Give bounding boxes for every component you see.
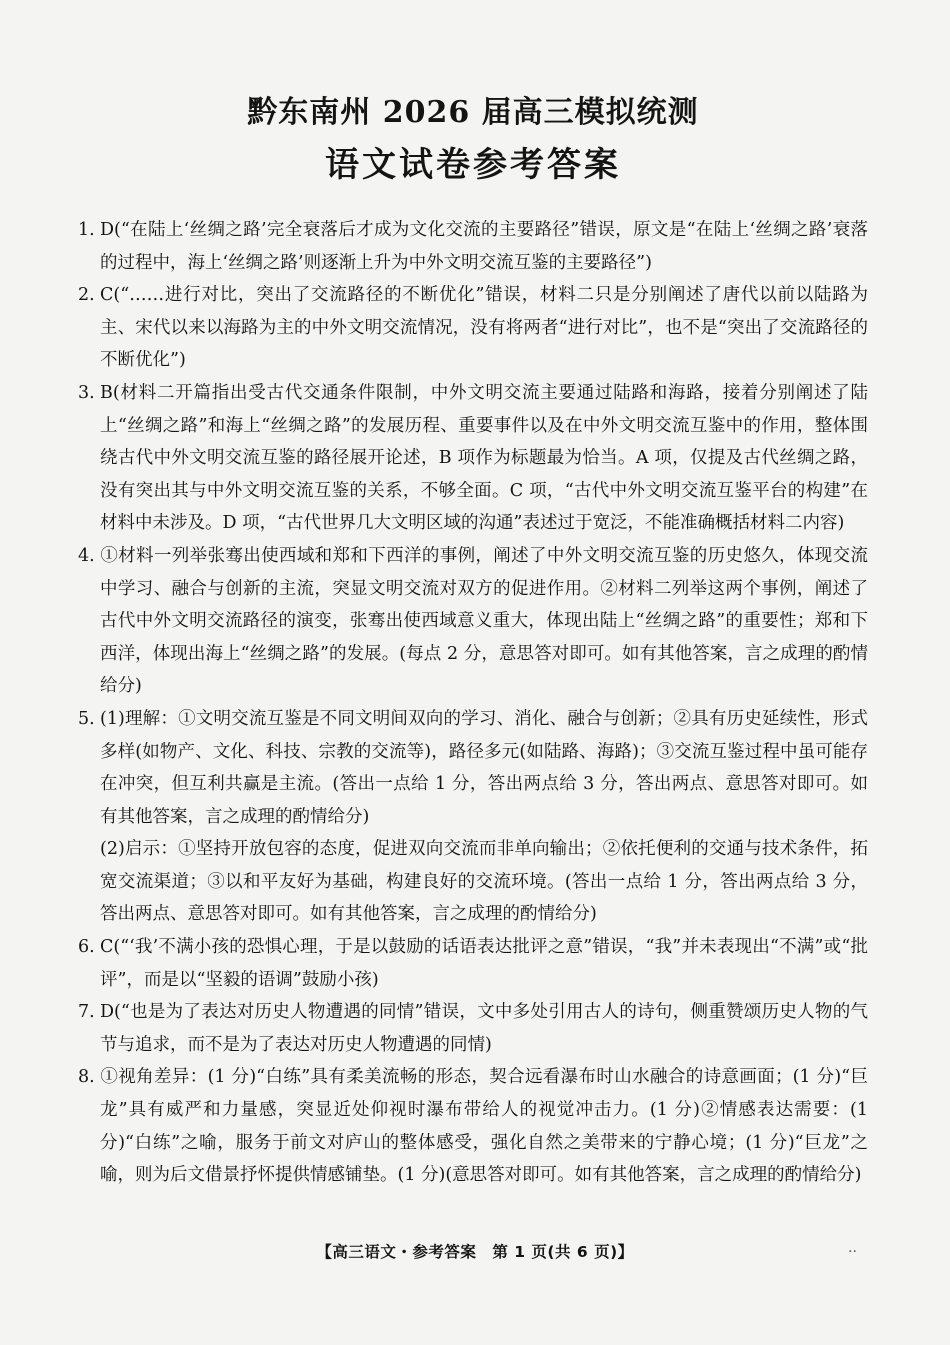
- answer-text: D(“也是为了表达对历史人物遭遇的同情”错误，文中多处引用古人的诗句，侧重赞颂历史人物的气节与追求，而不是为了表达对历史人物遭遇的同情): [100, 1002, 868, 1055]
- answer-number: 8.: [78, 1067, 95, 1088]
- document-title: 语文试卷参考答案: [325, 145, 621, 185]
- answer-text: (1)理解：①文明交流互鉴是不同文明间双向的学习、消化、融合与创新；②具有历史延续性，形式多样(如物产、文化、科技、宗教的交流等)，路径多元(如陆路、海路)；③交流互鉴过程中虽可能存在冲突，但互利共赢是主流。(答出一点给 1 分，答出两点给 3 分，答出两点、意思答对即可。如有其他答案，言之成理的酌情给分): [100, 708, 868, 827]
- answer-list: [78, 214, 868, 1192]
- answer-text: ①视角差异：(1 分)“白练”具有柔美流畅的形态，契合远看瀑布时山水融合的诗意画面；(1 分)“巨龙”具有威严和力量感，突显近处仰视时瀑布带给人的视觉冲击力。(1 分)②情感表达需要：(1 分)“白练”之喻，服务于前文对庐山的整体感受，强化自然之美带来的宁静心境；(1 分)“巨龙”之喻，则为后文借景抒怀提供情感铺垫。(1 分)(意思答对即可。如有其他答案，言之成理的酌情给分): [100, 1067, 868, 1186]
- answer-item-3: [78, 377, 868, 540]
- answer-item-5-part-2: (2)启示：①坚持开放包容的态度，促进双向交流而非单向输出；②依托便利的交通与技术条件，拓宽交流渠道；③以和平友好为基础，构建良好的交流环境。(答出一点给 1 分，答出两点给 3 分，答出两点、意思答对即可。如有其他答案，言之成理的酌情给分): [100, 839, 868, 925]
- scan-mark: ..: [848, 1240, 857, 1256]
- answer-number: 1.: [78, 220, 95, 240]
- answer-number: 4.: [78, 545, 95, 566]
- answer-item-6: [78, 931, 868, 996]
- answer-item-7: [78, 996, 868, 1061]
- answer-text: ①材料一列举张骞出使西域和郑和下西洋的事例，阐述了中外文明交流互鉴的历史悠久，体现交流中学习、融合与创新的主流，突显文明交流对双方的促进作用。②材料二列举这两个事例，阐述了古代中外文明交流路径的演变，张骞出使西域意义重大，体现出陆上“丝绸之路”的重要性；郑和下西洋，体现出海上“丝绸之路”的发展。(每点 2 分，意思答对即可。如有其他答案，言之成理的酌情给分): [100, 545, 868, 697]
- answer-text: B(材料二开篇指出受古代交通条件限制，中外文明交流主要通过陆路和海路，接着分别阐述了陆上“丝绸之路”和海上“丝绸之路”的发展历程、重要事件以及在中外文明交流互鉴中的作用，整体围绕古代中外文明交流互鉴的路径展开论述，B 项作为标题最为恰当。A 项，仅提及古代丝绸之路，没有突出其与中外文明交流互鉴的关系，不够全面。C 项，“古代中外文明交流互鉴平台的构建”在材料中未涉及。D 项，“古代世界几大文明区域的沟通”表述过于宽泛，不能准确概括材料二内容): [100, 382, 868, 534]
- answer-number: 6.: [78, 937, 95, 958]
- answer-item-1: [78, 214, 868, 279]
- answer-text: D(“在陆上‘丝绸之路’完全衰落后才成为文化交流的主要路径”错误，原文是“在陆上‘丝绸之路’衰落的过程中，海上‘丝绸之路’则逐渐上升为中外文明交流互鉴的主要路径”): [100, 220, 868, 273]
- answer-number: 2.: [78, 285, 95, 306]
- answer-text: C(“……进行对比，突出了交流路径的不断优化”错误，材料二只是分别阐述了唐代以前以陆路为主、宋代以来以海路为主的中外文明交流情况，没有将两者“进行对比”，也不是“突出了交流路径的不断优化”): [100, 285, 868, 371]
- answer-item-5: [78, 703, 868, 833]
- answer-number: 5.: [78, 708, 95, 729]
- answer-text: C(“‘我’不满小孩的恐惧心理，于是以鼓励的话语表达批评之意”错误，“我”并未表现出“不满”或“批评”，而是以“坚毅的语调”鼓励小孩): [100, 937, 868, 990]
- answer-number: 3.: [78, 382, 95, 403]
- answer-item-2: [78, 279, 868, 377]
- answer-item-8: [78, 1061, 868, 1191]
- answer-item-4: [78, 540, 868, 703]
- answer-number: 7.: [78, 1002, 95, 1023]
- page-footer: 【高三语文・参考答案 第 1 页(共 6 页)】: [316, 1243, 634, 1261]
- exam-title: 黔东南州 2026 届高三模拟统测: [247, 95, 699, 130]
